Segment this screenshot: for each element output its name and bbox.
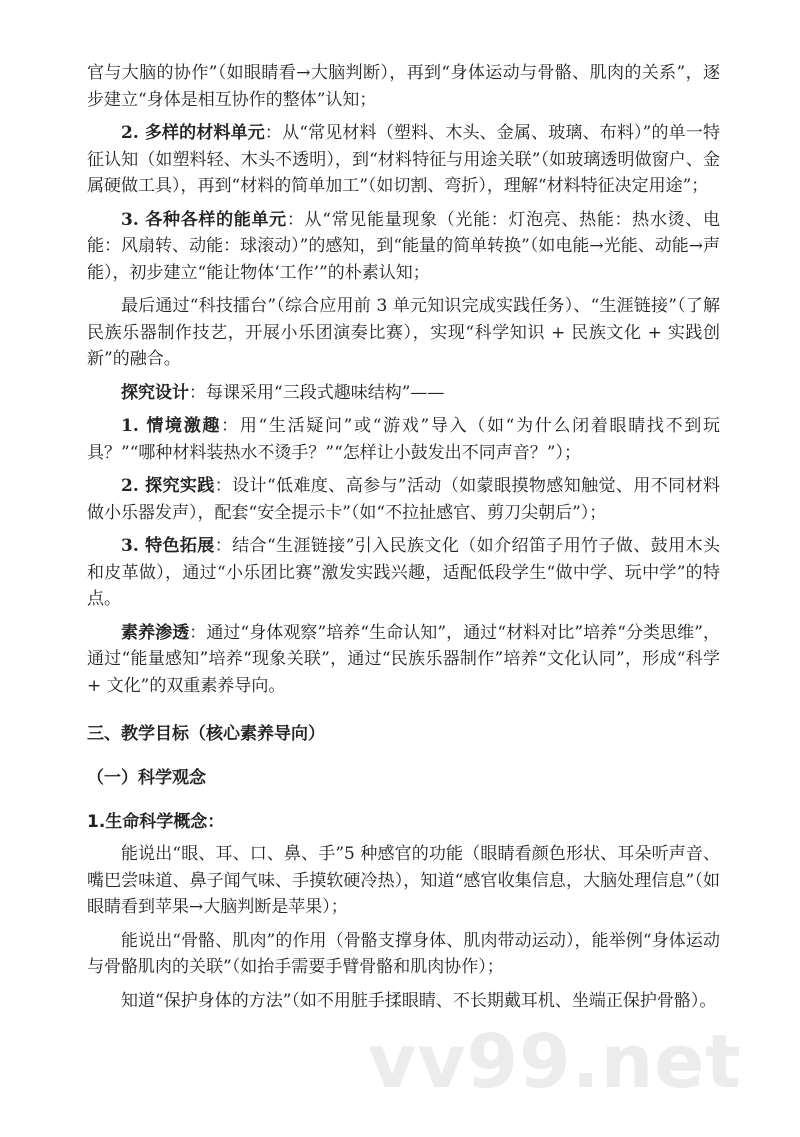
concept-paragraph: 能说出“骨骼、肌肉”的作用（骨骼支撑身体、肌肉带动运动），能举例“身体运动与骨骼肌肉的关联”（如抬手需要手臂骨骼和肌肉协作）； bbox=[87, 930, 720, 977]
item-heading: 1.生命科学概念： bbox=[87, 812, 225, 832]
paragraph-lead: 3. 各种各样的能单元 bbox=[121, 209, 287, 230]
paragraph-inquiry-design bbox=[87, 380, 720, 407]
paragraph-lead: 3. 特色拓展 bbox=[121, 536, 215, 556]
paragraph-lead: 1. 情境激趣 bbox=[121, 416, 222, 436]
paragraph-text: ：从“常见能量现象（光能：灯泡亮、热能：热水烫、电能：风扇转、动能：球滚动）”的感知，到“能量的简单转换”（如电能→光能、动能→声能），初步建立“能让物体‘工作’”的朴素认知； bbox=[87, 209, 720, 283]
paragraph-text: ：通过“身体观察”培养“生命认知”，通过“材料对比”培养“分类思维”，通过“能量感知”培养“现象关联”，通过“民族乐器制作”培养“文化认同”，形成“科学 + 文化”的双重素养导向。 bbox=[87, 622, 721, 696]
paragraph-text: 官与大脑的协作”（如眼睛看→大脑判断），再到“身体运动与骨骼、肌肉的关系”，逐步建立“身体是相互协作的整体”认知； bbox=[87, 63, 720, 110]
paragraph-text: ：设计“低难度、高参与”活动（如蒙眼摸物感知触觉、用不同材料做小乐器发声），配套“安全提示卡”（如“不拉扯感官、剪刀尖朝后”）； bbox=[87, 476, 720, 523]
paragraph-text: ：结合“生涯链接”引入民族文化（如介绍笛子用竹子做、鼓用木头和皮革做），通过“小乐团比赛”激发实践兴趣，适配低段学生“做中学、玩中学”的特点。 bbox=[87, 536, 720, 609]
watermark: vv99.net bbox=[368, 1019, 742, 1105]
paragraph-literacy bbox=[87, 620, 720, 700]
paragraph-practice bbox=[87, 473, 720, 526]
paragraph-text: 最后通过“科技擂台”（综合应用前 3 单元知识完成实践任务）、“生涯链接”（了解民族乐器制作技艺，开展小乐团演奏比赛），实现“科学知识 + 民族文化 + 实践创新”的融合。 bbox=[87, 296, 720, 369]
paragraph-situation bbox=[87, 413, 720, 466]
paragraph-energy-unit bbox=[87, 207, 720, 287]
paragraph-text: ：用“生活疑问”或“游戏”导入（如“为什么闭着眼睛找不到玩具？”“哪种材料装热水不烫手？”“怎样让小鼓发出不同声音？”）； bbox=[87, 416, 720, 463]
concept-paragraph: 能说出“眼、耳、口、鼻、手”5 种感官的功能（眼睛看颜色形状、耳朵听声音、嘴巴尝味道、鼻子闻气味、手摸软硬冷热），知道“感官收集信息，大脑处理信息”（如眼睛看到苹果→大脑判断是苹果）； bbox=[87, 844, 720, 917]
sub-heading: （一）科学观念 bbox=[87, 768, 206, 788]
paragraph-text: ：从“常见材料（塑料、木头、金属、玻璃、布料）”的单一特征认知（如塑料轻、木头不透明），到“材料特征与用途关联”（如玻璃透明做窗户、金属硬做工具），再到“材料的简单加工”（如切割、弯折），理解“材料特征决定用途”； bbox=[87, 123, 720, 196]
paragraph-lead: 2. 多样的材料单元 bbox=[121, 123, 265, 143]
document-page bbox=[87, 0, 742, 1105]
paragraph-lead: 探究设计 bbox=[121, 382, 189, 403]
paragraph-lead: 素养渗透 bbox=[121, 622, 190, 643]
paragraph-extension bbox=[87, 533, 720, 613]
paragraph-lead: 2. 探究实践 bbox=[121, 476, 215, 496]
paragraph-final bbox=[87, 293, 720, 373]
paragraph-material-unit bbox=[87, 120, 720, 200]
concept-paragraph: 知道“保护身体的方法”（如不用脏手揉眼睛、不长期戴耳机、坐端正保护骨骼）。 bbox=[121, 990, 717, 1011]
paragraph-body-unit-continued bbox=[87, 60, 720, 113]
paragraph-text: ：每课采用“三段式趣味结构”—— bbox=[189, 382, 445, 403]
section-heading: 三、教学目标（核心素养导向） bbox=[87, 724, 325, 744]
